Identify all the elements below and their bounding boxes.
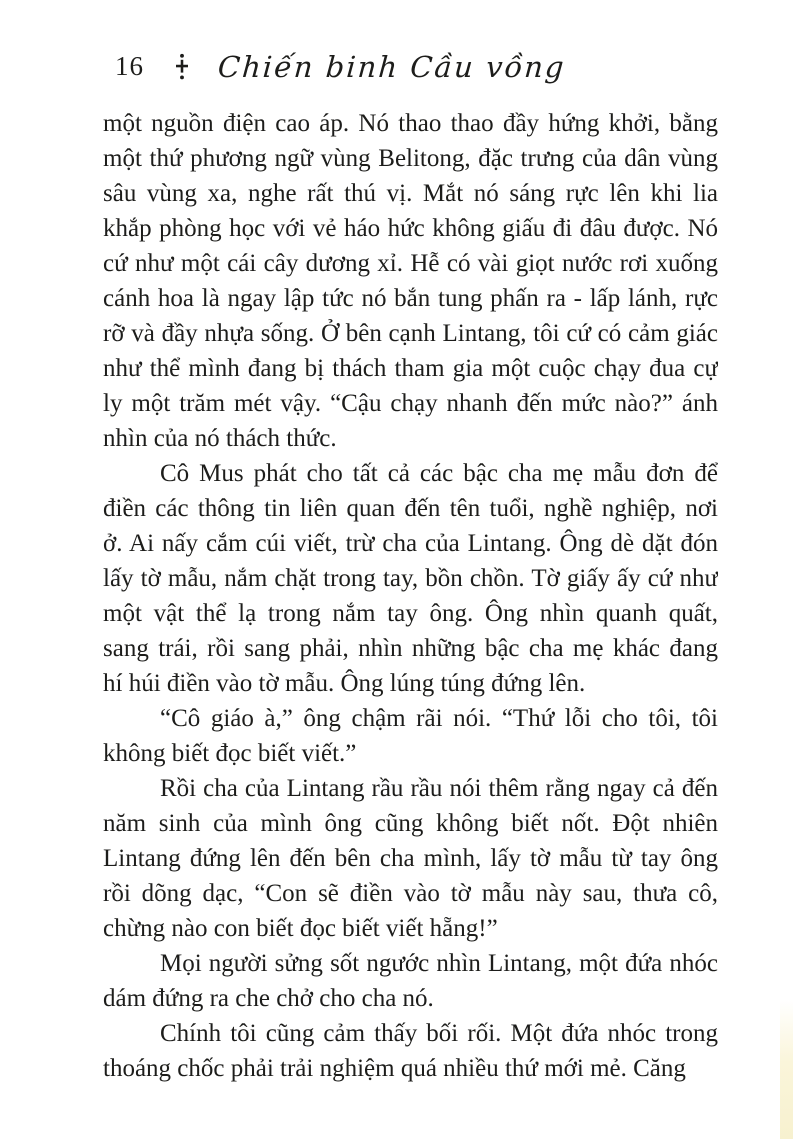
text-line: cứ như một cái cây dương xỉ. Hễ có vài giọt nước rơi xuống <box>103 250 718 277</box>
text-line: chừng nào con biết đọc biết viết hẵng!” <box>103 915 498 942</box>
paragraph <box>103 106 718 456</box>
text-line: sâu vùng xa, nghe rất thú vị. Mắt nó sáng rực lên khi lia <box>103 180 718 207</box>
ornament-icon <box>174 52 190 87</box>
text-line: “Cô giáo à,” ông chậm rãi nói. “Thứ lỗi cho tôi, tôi <box>160 705 718 732</box>
paragraph <box>103 1016 718 1086</box>
text-line: dám đứng ra che chở cho cha nó. <box>103 985 434 1012</box>
page-number: 16 <box>115 51 144 81</box>
text-line: ở. Ai nấy cắm cúi viết, trừ cha của Lintang. Ông dè dặt đón <box>103 530 718 557</box>
text-line: rồi dõng dạc, “Con sẽ điền vào tờ mẫu này sau, thưa cô, <box>103 880 718 907</box>
paragraph <box>103 946 718 1016</box>
text-line: sang trái, rồi sang phải, nhìn những bậc cha mẹ khác đang <box>103 635 718 662</box>
paragraph <box>103 701 718 771</box>
text-line: Chính tôi cũng cảm thấy bối rối. Một đứa nhóc trong <box>160 1020 718 1047</box>
text-line: một vật thể lạ trong nắm tay ông. Ông nhìn quanh quất, <box>103 600 718 627</box>
page-header <box>115 50 566 87</box>
text-line: nhìn của nó thách thức. <box>103 425 337 452</box>
text-line: không biết đọc biết viết.” <box>103 740 357 767</box>
text-line: Rồi cha của Lintang rầu rầu nói thêm rằng ngay cả đến <box>160 775 718 802</box>
text-line: ly một trăm mét vậy. “Cậu chạy nhanh đến mức nào?” ánh <box>103 390 718 417</box>
text-line: như thể mình đang bị thách tham gia một cuộc chạy đua cự <box>103 355 718 382</box>
text-line: một nguồn điện cao áp. Nó thao thao đầy hứng khởi, bằng <box>103 110 718 137</box>
text-line: lấy tờ mẫu, nắm chặt trong tay, bồn chồn. Tờ giấy ấy cứ như <box>103 565 718 592</box>
text-line: một thứ phương ngữ vùng Belitong, đặc trưng của dân vùng <box>103 145 718 172</box>
text-line: Cô Mus phát cho tất cả các bậc cha mẹ mẫu đơn để <box>160 460 718 487</box>
paragraph <box>103 771 718 946</box>
text-line: thoáng chốc phải trải nghiệm quá nhiều thứ mới mẻ. Căng <box>103 1055 686 1082</box>
text-line: cánh hoa là ngay lập tức nó bắn tung phấn ra - lấp lánh, rực <box>103 285 718 312</box>
text-line: rỡ và đầy nhựa sống. Ở bên cạnh Lintang, tôi cứ có cảm giác <box>103 320 718 347</box>
text-line: khắp phòng học với vẻ háo hức không giấu đi đâu được. Nó <box>103 215 718 242</box>
text-line: Mọi người sửng sốt ngước nhìn Lintang, một đứa nhóc <box>160 950 718 977</box>
text-line: năm sinh của mình ông cũng không biết nốt. Đột nhiên <box>103 810 718 837</box>
running-title: Chiến binh Cầu vồng <box>216 50 567 84</box>
text-line: Lintang đứng lên đến bên cha mình, lấy tờ mẫu từ tay ông <box>103 845 718 872</box>
body-text <box>103 106 718 1086</box>
text-line: hí húi điền vào tờ mẫu. Ông lúng túng đứng lên. <box>103 670 586 697</box>
page-edge-tint <box>780 1000 793 1139</box>
paragraph <box>103 456 718 701</box>
text-line: điền các thông tin liên quan đến tên tuổi, nghề nghiệp, nơi <box>103 495 718 522</box>
